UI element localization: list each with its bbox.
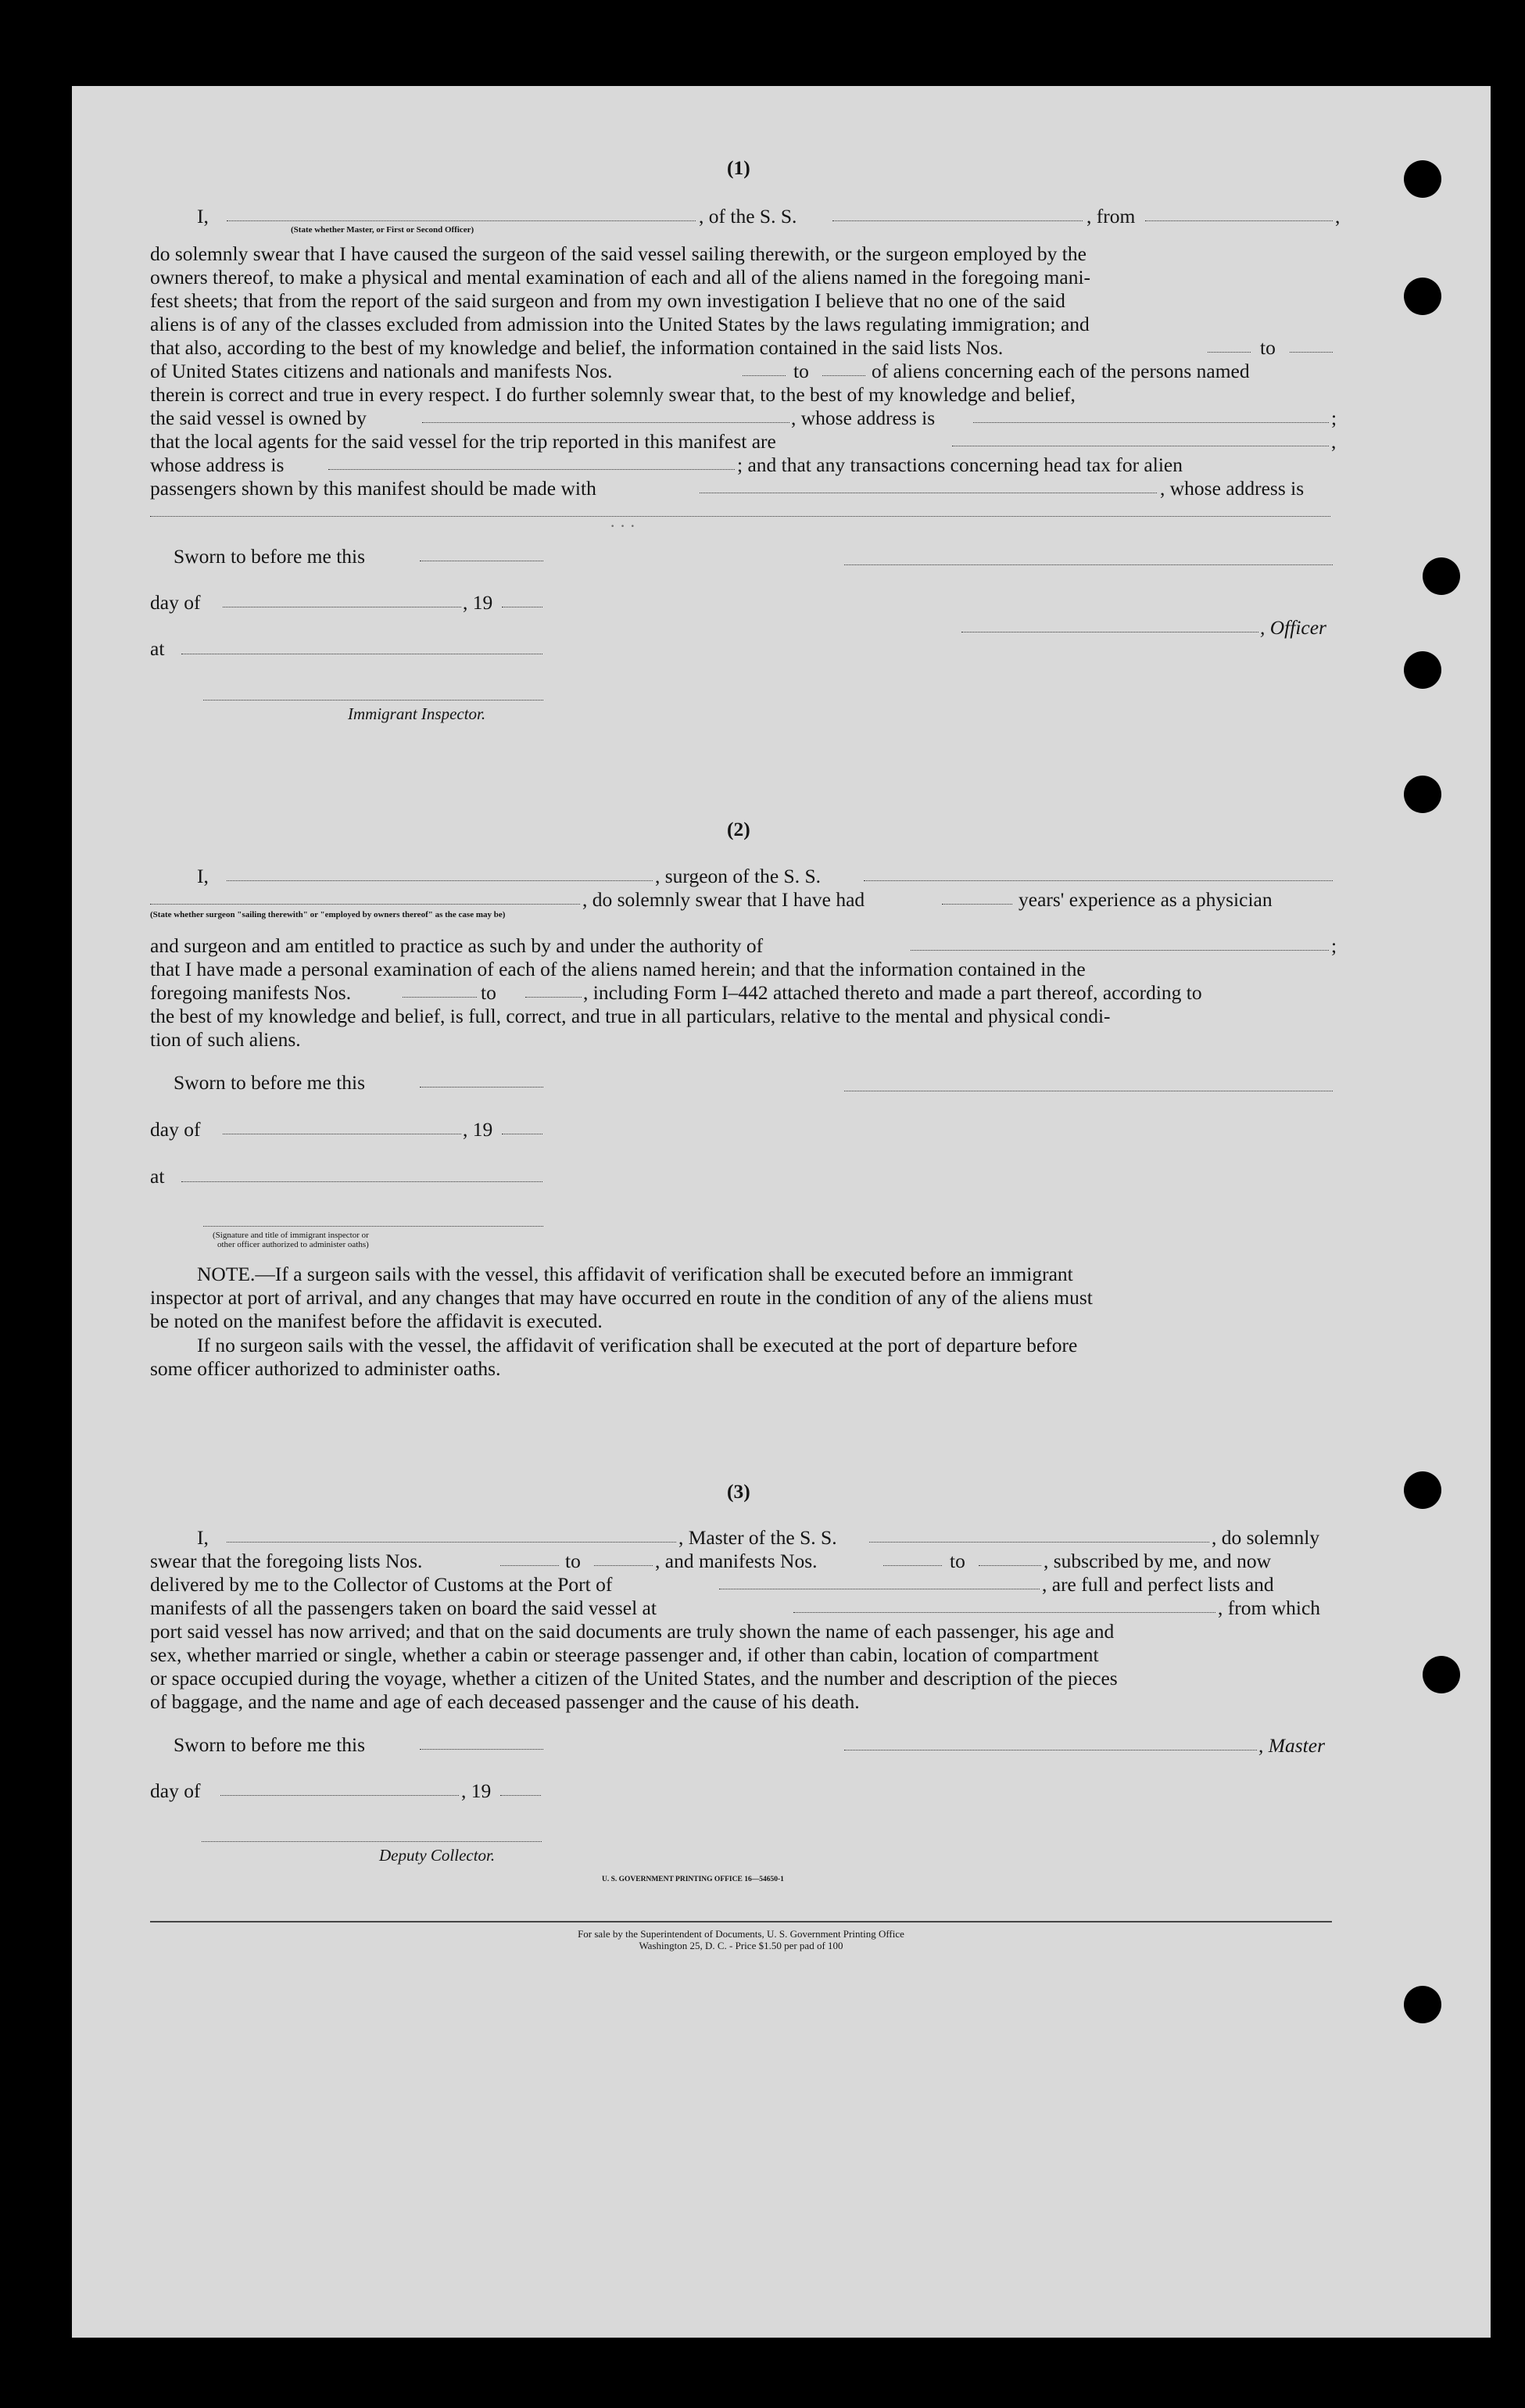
s3-sworn-label: Sworn to before me this [174,1733,366,1756]
s2-day-of-label: day of [150,1118,201,1141]
s2-text: ; [1331,934,1337,957]
s1-officer-label: , Officer [1260,616,1326,639]
s3-text: delivered by me to the Collector of Customs at the Port of [150,1573,613,1596]
s3-vessel-name-field[interactable] [869,1542,1209,1543]
section-1-number: (1) [727,156,750,179]
s2-manifests-to-field[interactable] [525,997,582,998]
s1-text: whose address is [150,453,285,476]
s3-line1-ss: , Master of the S. S. [678,1526,837,1549]
s3-text: port said vessel has now arrived; and that on the said documents are truly shown the name of each passenger, his age and [150,1620,1115,1643]
s2-text: tion of such aliens. [150,1028,301,1051]
s3-line1-end: , do solemnly [1212,1526,1320,1549]
s1-text: therein is correct and true in every respect. I do further solemnly swear that, to the best of my knowledge and belief, [150,383,1076,406]
s1-text: fest sheets; that from the report of the said surgeon and from my own investigation I believe that no one of the said [150,289,1065,312]
s3-text: , and manifests Nos. [655,1550,818,1572]
s1-day-of-label: day of [150,591,201,614]
punch-hole [1404,651,1441,689]
punch-hole [1404,278,1441,315]
practice-authority-field[interactable] [911,950,1329,951]
s3-text: of baggage, and the name and age of each deceased passenger and the cause of his death. [150,1690,860,1713]
s1-text: , [1331,430,1337,453]
s1-text: , whose address is [791,407,936,429]
master-name-field[interactable] [227,1542,676,1543]
s2-surgeon-note: (State whether surgeon "sailing therewith" or "employed by owners thereof" as the case may be) [150,910,506,919]
s3-deputy-label: Deputy Collector. [379,1846,496,1865]
agent-address-field[interactable] [328,469,735,470]
bleed-through-marks: · · · [610,516,635,536]
s3-text: swear that the foregoing lists Nos. [150,1550,423,1572]
s3-text: , from which [1218,1596,1321,1619]
s1-line1-ss: , of the S. S. [699,205,797,228]
s1-text: that the local agents for the said vessel for the trip reported in this manifest are [150,430,776,453]
s3-manifests-to-field[interactable] [979,1565,1041,1566]
s1-inspector-label: Immigrant Inspector. [348,704,486,723]
s1-text: owners thereof, to make a physical and mental examination of each and all of the aliens named in the foregoing mani- [150,266,1091,288]
s2-vessel-name-field[interactable] [864,880,1333,881]
s2-text: years' experience as a physician [1018,888,1273,911]
owner-field[interactable] [422,422,789,423]
s3-text: , are full and perfect lists and [1042,1573,1274,1596]
footer-sale-line: For sale by the Superintendent of Documents, U. S. Government Printing Office [578,1928,904,1940]
s3-manifests-from-field[interactable] [883,1565,942,1566]
s2-text: and surgeon and am entitled to practice as such by and under the authority of [150,934,764,957]
s1-line1-comma: , [1335,205,1341,228]
s2-sworn-label: Sworn to before me this [174,1071,366,1094]
section-2-number: (2) [727,818,750,840]
s3-text: manifests of all the passengers taken on board the said vessel at [150,1596,657,1619]
lists-from-field[interactable] [1208,352,1251,353]
s1-text: ; [1331,407,1337,429]
s3-lists-from-field[interactable] [500,1565,559,1566]
s2-note: inspector at port of arrival, and any changes that may have occurred en route in the condition of any of the aliens must [150,1286,1093,1309]
from-port-field[interactable] [1145,220,1333,221]
head-tax-address-field[interactable] [150,516,1330,517]
s1-text: of United States citizens and nationals and manifests Nos. [150,360,613,382]
s2-line1-prefix: I, [197,865,209,887]
s1-text: of aliens concerning each of the persons named [872,360,1250,382]
footer-rule [150,1921,1332,1922]
s2-text: foregoing manifests Nos. [150,981,352,1004]
lists-to-field[interactable] [1290,352,1333,353]
surgeon-status-field[interactable] [150,904,580,905]
s2-text: , do solemnly swear that I have had [582,888,865,911]
s2-sworn-day-field[interactable] [420,1087,543,1088]
s2-manifests-from-field[interactable] [403,997,477,998]
owner-address-field[interactable] [973,422,1329,423]
s1-text: aliens is of any of the classes excluded from admission into the United States by the laws regulating immigration; and [150,313,1090,335]
s3-text: to [950,1550,965,1572]
footer-price-line: Washington 25, D. C. - Price $1.50 per pad of 100 [639,1940,843,1951]
s3-text: , subscribed by me, and now [1044,1550,1272,1572]
s2-text: that I have made a personal examination of each of the aliens named herein; and that the information contained in the [150,958,1086,980]
punch-hole [1404,1986,1441,2023]
s1-officer-note: (State whether Master, or First or Second Officer) [291,225,474,235]
s2-signature-note: (Signature and title of immigrant inspector or [213,1231,369,1240]
s2-at-field[interactable] [181,1181,542,1182]
s2-text: , including Form I–442 attached thereto and made a part thereof, according to [583,981,1202,1004]
section-3-number: (3) [727,1480,750,1503]
s3-lists-to-field[interactable] [594,1565,653,1566]
s2-note: NOTE.—If a surgeon sails with the vessel, this affidavit of verification shall be executed before an immigrant [197,1263,1073,1285]
s3-year-label: , 19 [461,1779,492,1802]
s2-note: some officer authorized to administer oaths. [150,1357,501,1380]
s3-day-of-label: day of [150,1779,201,1802]
manifests-from-field[interactable] [743,375,786,376]
s3-master-label: , Master [1258,1734,1325,1757]
manifests-to-field[interactable] [822,375,865,376]
punch-hole [1404,1471,1441,1509]
s1-officer-signature-line[interactable] [844,564,1333,565]
boarding-port-field[interactable] [793,1612,1215,1613]
punch-hole [1423,1656,1460,1693]
gpo-imprint: U. S. GOVERNMENT PRINTING OFFICE 16—54650-1 [602,1876,784,1883]
s3-line1-prefix: I, [197,1526,209,1549]
s2-note: be noted on the manifest before the affidavit is executed. [150,1310,603,1332]
officer-name-field[interactable] [227,220,696,221]
s1-at-label: at [150,637,165,660]
punch-hole [1423,557,1460,595]
s3-text: or space occupied during the voyage, whether a citizen of the United States, and the number and description of the pieces [150,1667,1118,1690]
s1-text: do solemnly swear that I have caused the surgeon of the said vessel sailing therewith, or the surgeon employed by the [150,242,1086,265]
s1-text: to [1260,336,1276,359]
s2-signature-note: other officer authorized to administer oaths) [217,1240,369,1249]
s1-line1-prefix: I, [197,205,209,228]
s1-text: , whose address is [1160,477,1305,500]
s1-text: that also, according to the best of my knowledge and belief, the information contained in the said lists Nos. [150,336,1004,359]
s3-month-field[interactable] [220,1795,459,1796]
vessel-name-field[interactable] [832,220,1083,221]
surgeon-name-field[interactable] [227,880,653,881]
s2-note: If no surgeon sails with the vessel, the affidavit of verification shall be executed at the port of departure before [197,1334,1078,1356]
s3-sworn-day-field[interactable] [420,1749,543,1750]
s1-text: ; and that any transactions concerning head tax for alien [737,453,1183,476]
s2-inspector-signature-line[interactable] [203,1226,543,1227]
s1-inspector-signature-line[interactable] [203,700,543,701]
s2-text: to [481,981,496,1004]
s1-text: the said vessel is owned by [150,407,367,429]
s3-text: sex, whether married or single, whether a cabin or steerage passenger and, if other than cabin, location of compartment [150,1643,1099,1666]
s2-text: the best of my knowledge and belief, is full, correct, and true in all particulars, relative to the mental and physical condi- [150,1005,1111,1027]
punch-hole [1404,160,1441,198]
punch-hole [1404,776,1441,813]
s3-text: to [565,1550,581,1572]
s1-line1-from: , from [1086,205,1136,228]
years-experience-field[interactable] [942,904,1012,905]
s1-sworn-label: Sworn to before me this [174,545,366,568]
s1-year-label: , 19 [463,591,493,614]
s2-at-label: at [150,1165,165,1188]
s2-line1-ss: , surgeon of the S. S. [655,865,822,887]
s2-year-label: , 19 [463,1118,493,1141]
s1-text: passengers shown by this manifest should be made with [150,477,596,500]
s1-text: to [793,360,809,382]
deputy-collector-signature-line[interactable] [202,1841,542,1842]
s3-year-field[interactable] [500,1795,541,1796]
